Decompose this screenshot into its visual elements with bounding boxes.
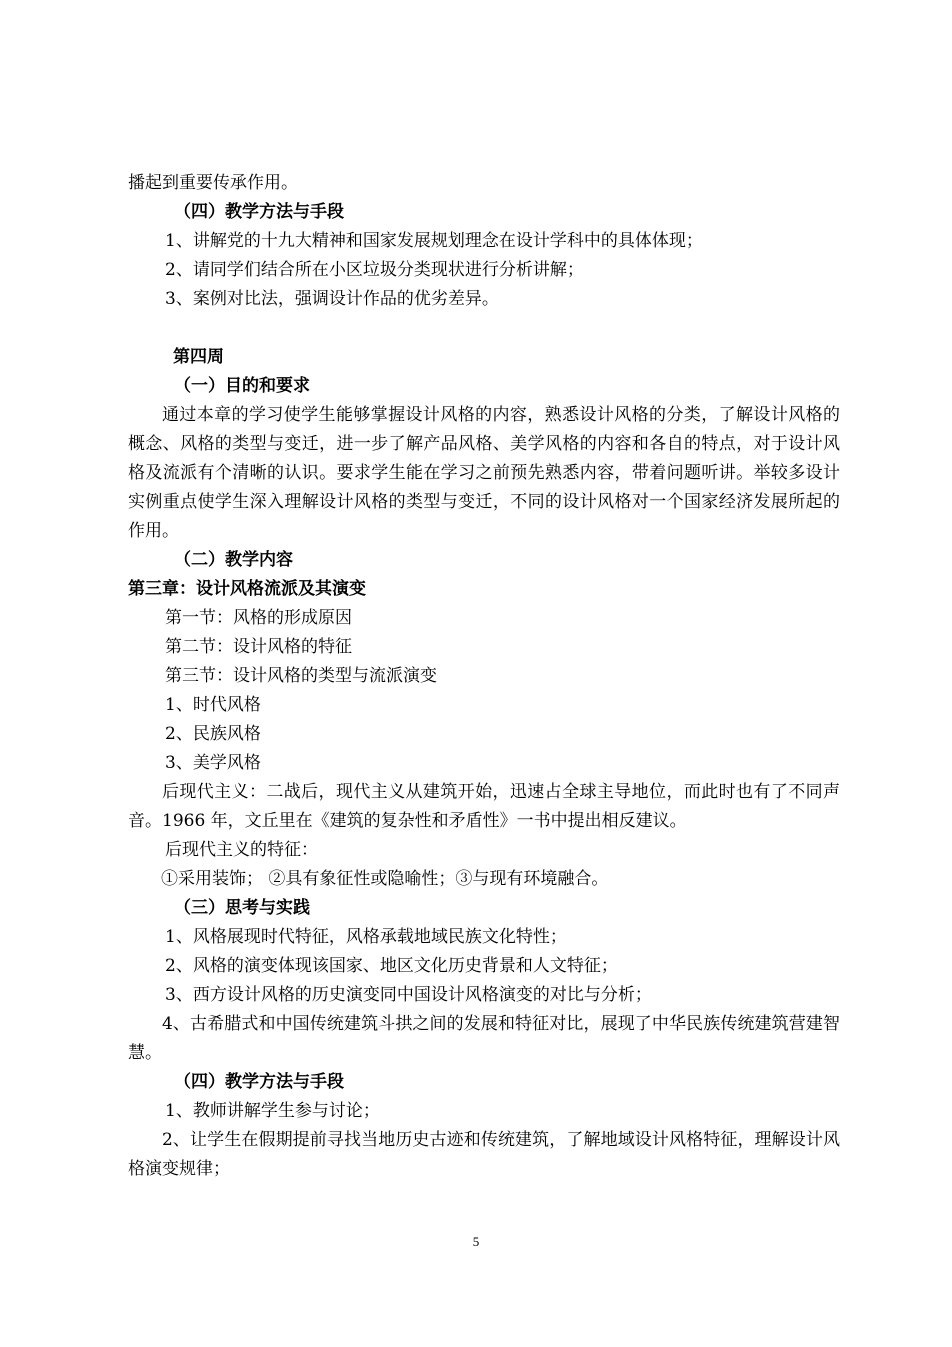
list-item: 2、让学生在假期提前寻找当地历史古迹和传统建筑，了解地域设计风格特征，理解设计风格演变规律； xyxy=(128,1130,840,1179)
section-heading-content: （二）教学内容 xyxy=(174,550,293,570)
list-item: 1、教师讲解学生参与讨论； xyxy=(165,1101,380,1121)
list-item: 3、美学风格 xyxy=(165,753,261,773)
goals-paragraph: 通过本章的学习使学生能够掌握设计风格的内容，熟悉设计风格的分类，了解设计风格的概念、风格的类型与变迁，进一步了解产品风格、美学风格的内容和各自的特点，对于设计风格及流派有个清晰的认识。要求学生能在学习之前预先熟悉内容，带着问题听讲。举较多设计实例重点使学生深入理解设计风格的类型与变迁，不同的设计风格对一个国家经济发展所起的作用。 xyxy=(128,405,840,541)
list-item: 第二节：设计风格的特征 xyxy=(165,637,352,657)
blank-line xyxy=(128,314,840,343)
body-text-line: 后现代主义的特征： xyxy=(165,840,318,860)
list-item: 1、风格展现时代特征，风格承载地域民族文化特性； xyxy=(165,927,567,947)
postmodern-paragraph: 后现代主义：二战后，现代主义从建筑开始，迅速占全球主导地位，而此时也有了不同声音。1966 年，文丘里在《建筑的复杂性和矛盾性》一书中提出相反建议。 xyxy=(128,782,840,831)
list-item: 4、古希腊式和中国传统建筑斗拱之间的发展和特征对比，展现了中华民族传统建筑营建智慧。 xyxy=(128,1014,840,1063)
list-item: 1、时代风格 xyxy=(165,695,261,715)
list-item: 第三节：设计风格的类型与流派演变 xyxy=(165,666,437,686)
list-item: 2、风格的演变体现该国家、地区文化历史背景和人文特征； xyxy=(165,956,618,976)
body-text-line: ①采用装饰； ②具有象征性或隐喻性；③与现有环境融合。 xyxy=(161,869,609,889)
chapter-heading: 第三章：设计风格流派及其演变 xyxy=(128,579,366,599)
section-heading-practice: （三）思考与实践 xyxy=(174,898,310,918)
list-item: 2、请同学们结合所在小区垃圾分类现状进行分析讲解； xyxy=(165,260,584,280)
list-item: 2、民族风格 xyxy=(165,724,261,744)
list-item: 1、讲解党的十九大精神和国家发展规划理念在设计学科中的具体体现； xyxy=(165,231,703,251)
page-body xyxy=(128,169,840,1184)
page-number: 5 xyxy=(472,1234,480,1249)
body-text-line: 播起到重要传承作用。 xyxy=(128,173,298,193)
section-heading-methods: （四）教学方法与手段 xyxy=(174,202,344,222)
list-item: 第一节：风格的形成原因 xyxy=(165,608,352,628)
section-heading-goals: （一）目的和要求 xyxy=(174,376,310,396)
section-heading-methods: （四）教学方法与手段 xyxy=(174,1072,344,1092)
list-item: 3、西方设计风格的历史演变同中国设计风格演变的对比与分析； xyxy=(165,985,652,1005)
week-heading: 第四周 xyxy=(173,347,224,367)
list-item: 3、案例对比法，强调设计作品的优劣差异。 xyxy=(165,289,499,309)
